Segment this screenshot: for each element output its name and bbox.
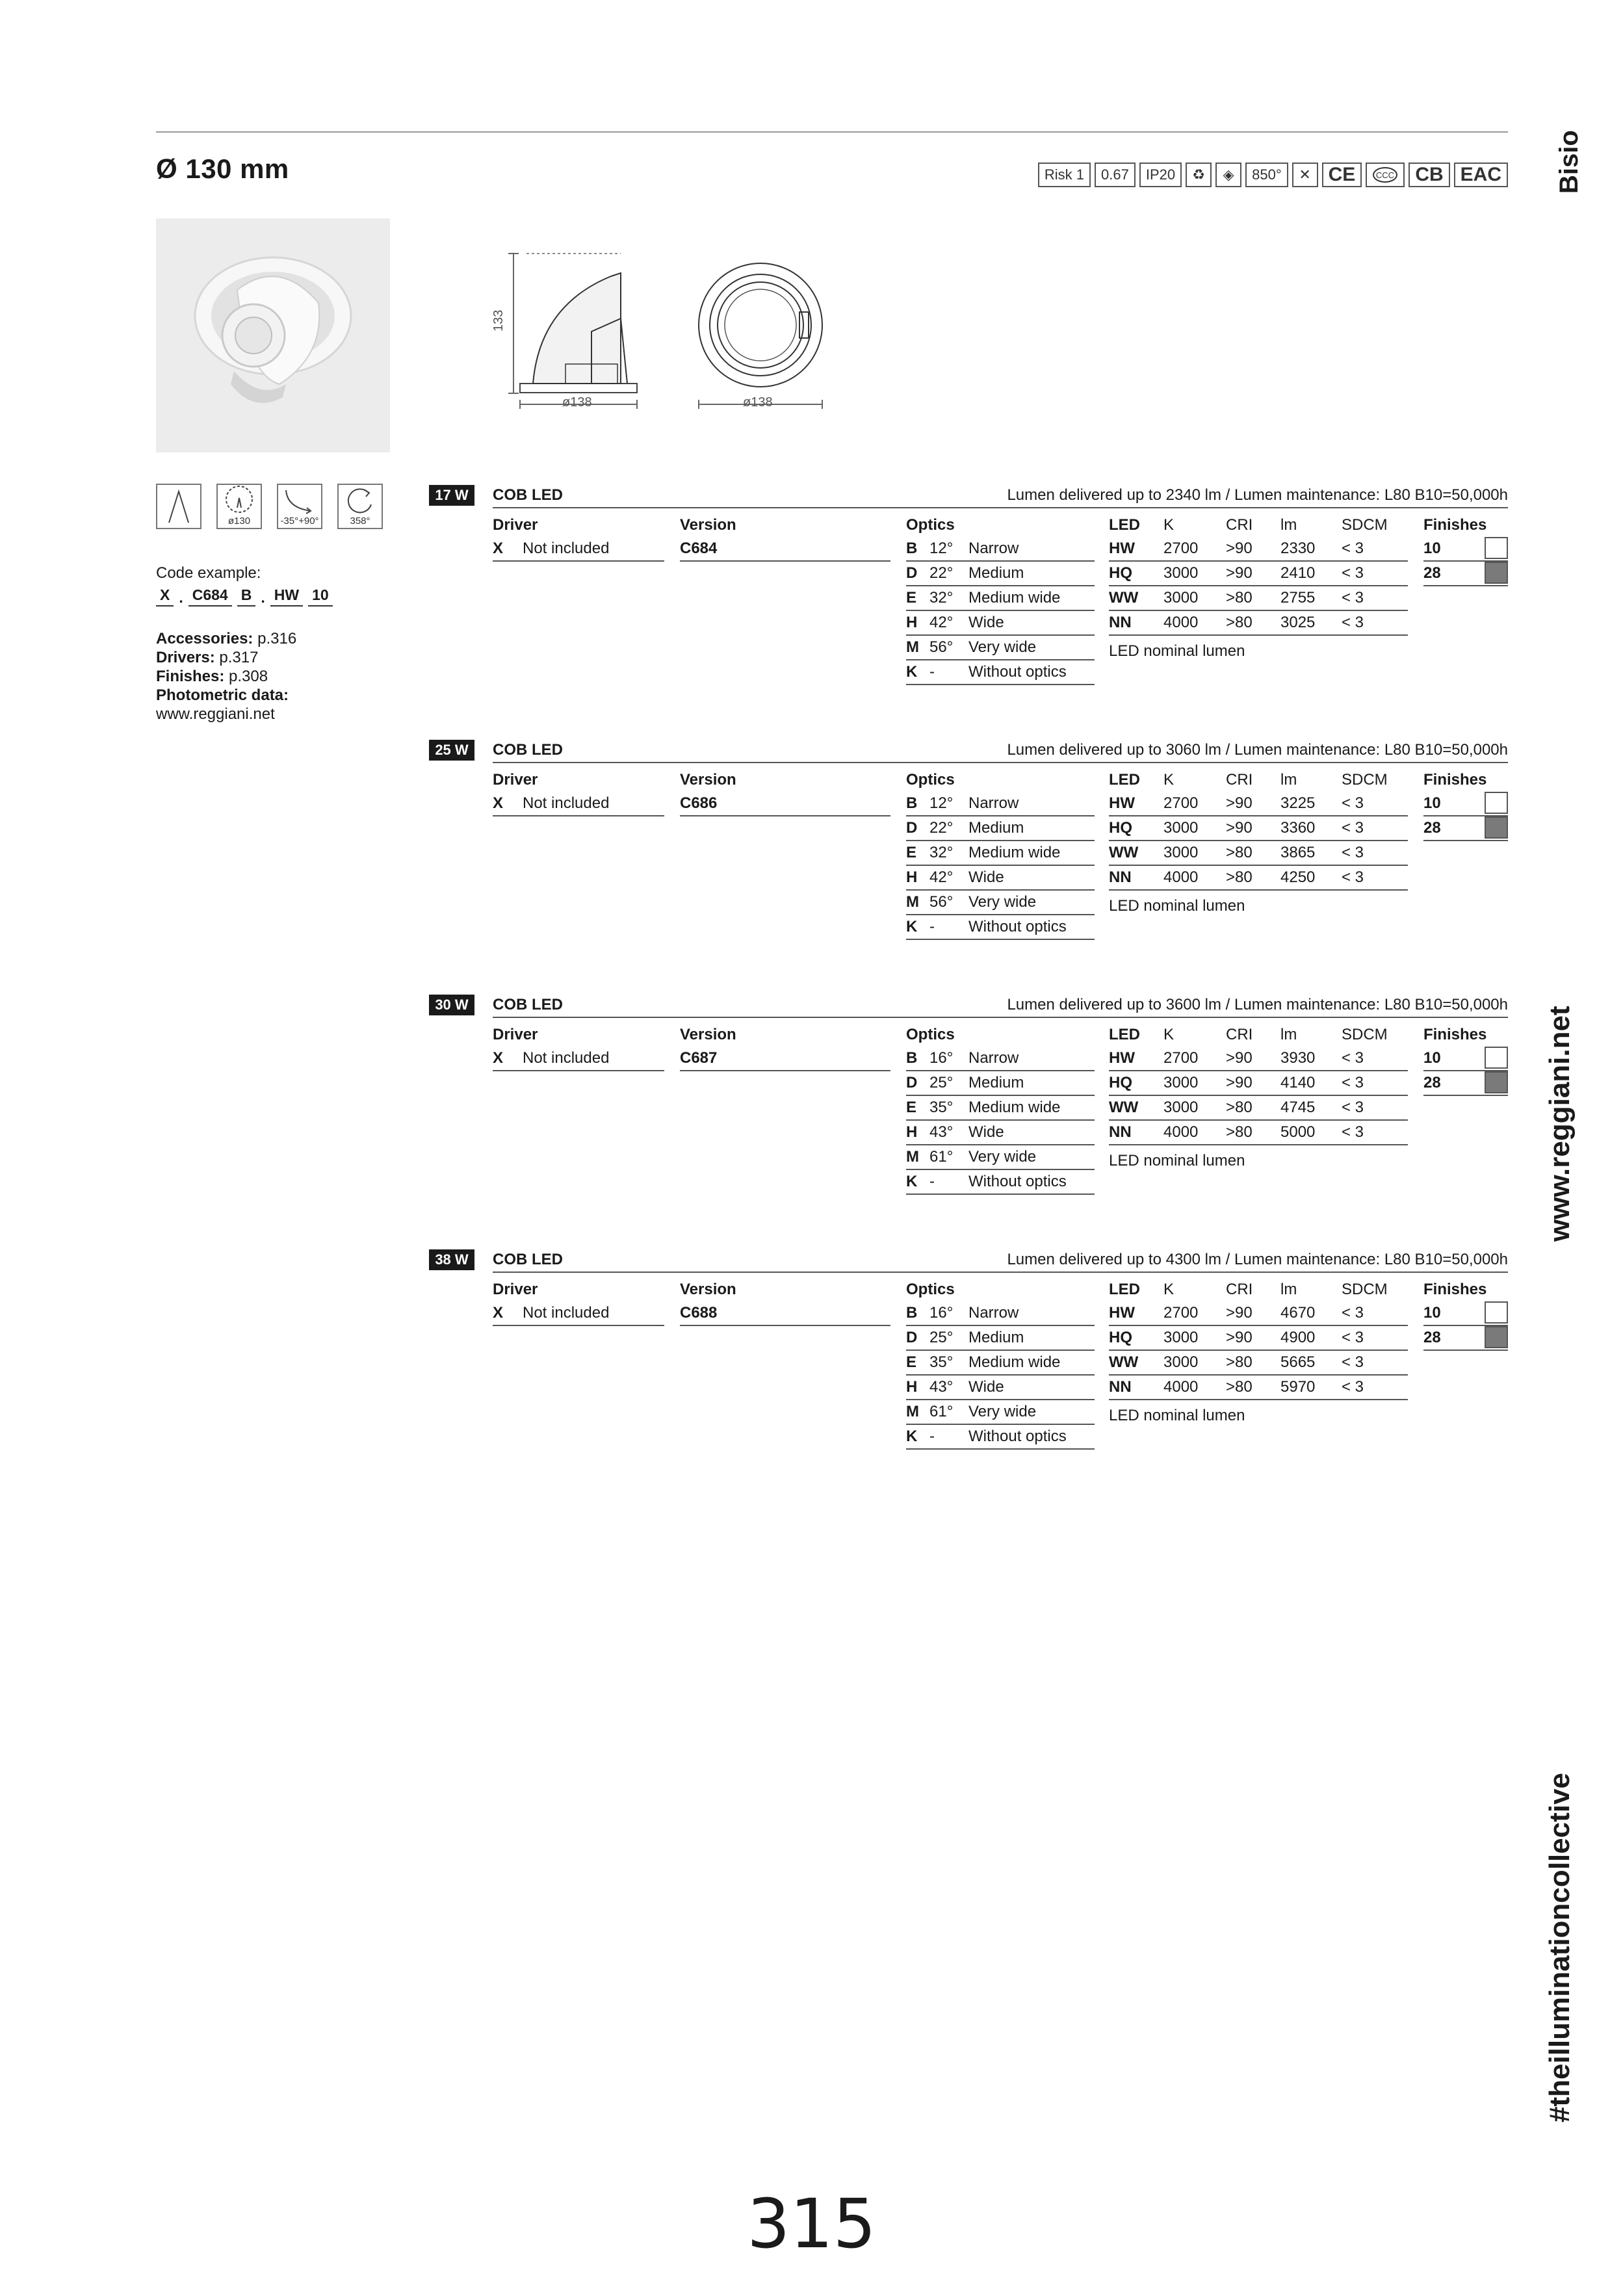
driver-column bbox=[493, 1023, 664, 1071]
ref-finishes: Finishes: p.308 bbox=[156, 668, 268, 685]
finish-swatch bbox=[1485, 562, 1508, 584]
finishes-column bbox=[1423, 514, 1508, 586]
no-cover-icon: ✕ bbox=[1292, 163, 1318, 187]
finishes-header: Finishes bbox=[1423, 771, 1487, 789]
recycle-icon: ♻ bbox=[1186, 163, 1212, 187]
product-name: Bisio bbox=[1555, 130, 1583, 194]
driver-column bbox=[493, 1278, 664, 1326]
version-header: Version bbox=[680, 516, 736, 534]
finishes-header: Finishes bbox=[1423, 1281, 1487, 1298]
led-note: LED nominal lumen bbox=[1109, 1407, 1245, 1424]
svg-text:CCC: CCC bbox=[1376, 170, 1395, 180]
wattage-block bbox=[429, 1249, 1508, 1444]
finish-row: 28 bbox=[1423, 1326, 1508, 1351]
beam-icon bbox=[156, 484, 201, 529]
optic-row: M 56° Very wide bbox=[906, 636, 1095, 660]
led-note: LED nominal lumen bbox=[1109, 897, 1245, 915]
top-diameter: ø138 bbox=[743, 395, 773, 410]
optic-row: E 32° Medium wide bbox=[906, 586, 1095, 611]
driver-row: X Not included bbox=[493, 1047, 664, 1071]
optic-row: D 22° Medium bbox=[906, 816, 1095, 841]
optic-row: E 35° Medium wide bbox=[906, 1096, 1095, 1121]
wattage-badge: 17 W bbox=[429, 485, 474, 506]
led-note: LED nominal lumen bbox=[1109, 1152, 1245, 1169]
finish-row: 28 bbox=[1423, 562, 1508, 586]
code-example bbox=[156, 586, 333, 607]
finish-swatch bbox=[1485, 816, 1508, 839]
optic-row: D 22° Medium bbox=[906, 562, 1095, 586]
cob-led-label: COB LED bbox=[493, 996, 563, 1013]
wattage-badge: 25 W bbox=[429, 740, 474, 761]
led-row: NN 4000 >80 4250 < 3 bbox=[1109, 866, 1408, 891]
version-column bbox=[680, 514, 890, 562]
cob-led-label: COB LED bbox=[493, 1251, 563, 1268]
led-row: HQ 3000 >90 4900 < 3 bbox=[1109, 1326, 1408, 1351]
wattage-badge: 30 W bbox=[429, 995, 474, 1015]
optics-header: Optics bbox=[906, 1026, 955, 1043]
optic-row: K - Without optics bbox=[906, 1425, 1095, 1450]
led-row: WW 3000 >80 4745 < 3 bbox=[1109, 1096, 1408, 1121]
header-rule bbox=[493, 1017, 1508, 1018]
driver-header: Driver bbox=[493, 771, 538, 789]
finish-row: 28 bbox=[1423, 816, 1508, 841]
page-heading: Ø 130 mm bbox=[156, 153, 289, 184]
finishes-column bbox=[1423, 1278, 1508, 1351]
optic-row: B 16° Narrow bbox=[906, 1047, 1095, 1071]
optics-header: Optics bbox=[906, 516, 955, 534]
lumen-info: Lumen delivered up to 2340 lm / Lumen maintenance: L80 B10=50,000h bbox=[1007, 486, 1508, 504]
optic-row: H 42° Wide bbox=[906, 866, 1095, 891]
optics-header: Optics bbox=[906, 771, 955, 789]
code-led: HW bbox=[270, 586, 303, 607]
finish-swatch bbox=[1485, 1047, 1508, 1069]
finishes-header: Finishes bbox=[1423, 516, 1487, 534]
optic-row: M 56° Very wide bbox=[906, 891, 1095, 915]
website-vertical: www.reggiani.net bbox=[1544, 1006, 1576, 1242]
led-header-row: LED K CRI lm SDCM bbox=[1109, 1281, 1388, 1298]
finish-row: 10 bbox=[1423, 1047, 1508, 1071]
optics-column bbox=[906, 1023, 1095, 1195]
optic-row: D 25° Medium bbox=[906, 1326, 1095, 1351]
top-rule bbox=[156, 131, 1508, 133]
version-code: C684 bbox=[680, 537, 890, 562]
cutout-icon: ø130 bbox=[216, 484, 262, 529]
driver-column bbox=[493, 768, 664, 816]
cert-risk: Risk 1 bbox=[1038, 163, 1091, 187]
certification-strip bbox=[1038, 163, 1508, 187]
cert-ip: IP20 bbox=[1139, 163, 1182, 187]
led-column bbox=[1109, 1023, 1408, 1173]
technical-drawing bbox=[494, 234, 858, 426]
eac-mark-icon: EAC bbox=[1454, 163, 1508, 187]
references bbox=[156, 629, 296, 724]
optic-row: K - Without optics bbox=[906, 915, 1095, 940]
version-header: Version bbox=[680, 1026, 736, 1043]
page-number: 315 bbox=[747, 2184, 876, 2263]
optic-row: E 35° Medium wide bbox=[906, 1351, 1095, 1376]
code-sep: . bbox=[179, 589, 183, 606]
finishes-header: Finishes bbox=[1423, 1026, 1487, 1043]
driver-row: X Not included bbox=[493, 537, 664, 562]
optic-row: M 61° Very wide bbox=[906, 1400, 1095, 1425]
led-row: WW 3000 >80 2755 < 3 bbox=[1109, 586, 1408, 611]
finish-swatch bbox=[1485, 537, 1508, 559]
ref-drivers: Drivers: p.317 bbox=[156, 649, 259, 666]
ref-photometric: Photometric data: bbox=[156, 686, 289, 704]
led-row: NN 4000 >80 5970 < 3 bbox=[1109, 1376, 1408, 1400]
led-row: HW 2700 >90 2330 < 3 bbox=[1109, 537, 1408, 562]
led-column bbox=[1109, 1278, 1408, 1428]
header-rule bbox=[493, 1272, 1508, 1273]
led-row: HQ 3000 >90 3360 < 3 bbox=[1109, 816, 1408, 841]
optic-row: E 32° Medium wide bbox=[906, 841, 1095, 866]
code-sep: . bbox=[261, 589, 265, 606]
wattage-block bbox=[429, 485, 1508, 680]
insulation-icon: ◈ bbox=[1215, 163, 1241, 187]
cert-glow-wire: 850° bbox=[1245, 163, 1288, 187]
version-code: C688 bbox=[680, 1301, 890, 1326]
led-row: HQ 3000 >90 2410 < 3 bbox=[1109, 562, 1408, 586]
lumen-info: Lumen delivered up to 3060 lm / Lumen maintenance: L80 B10=50,000h bbox=[1007, 741, 1508, 759]
wattage-block bbox=[429, 995, 1508, 1190]
optics-column bbox=[906, 1278, 1095, 1450]
optic-row: H 43° Wide bbox=[906, 1121, 1095, 1145]
finish-swatch bbox=[1485, 1071, 1508, 1093]
optic-row: M 61° Very wide bbox=[906, 1145, 1095, 1170]
optic-row: B 16° Narrow bbox=[906, 1301, 1095, 1326]
version-column bbox=[680, 1023, 890, 1071]
led-row: HW 2700 >90 3930 < 3 bbox=[1109, 1047, 1408, 1071]
cob-led-label: COB LED bbox=[493, 741, 563, 759]
driver-row: X Not included bbox=[493, 1301, 664, 1326]
version-column bbox=[680, 1278, 890, 1326]
driver-row: X Not included bbox=[493, 792, 664, 816]
version-code: C686 bbox=[680, 792, 890, 816]
led-header-row: LED K CRI lm SDCM bbox=[1109, 771, 1388, 789]
ref-accessories: Accessories: p.316 bbox=[156, 630, 297, 647]
ce-mark-icon: CE bbox=[1322, 163, 1362, 187]
code-driver: X bbox=[156, 586, 174, 607]
lumen-info: Lumen delivered up to 4300 lm / Lumen maintenance: L80 B10=50,000h bbox=[1007, 1251, 1508, 1268]
cb-mark-icon: CB bbox=[1409, 163, 1449, 187]
optic-row: D 25° Medium bbox=[906, 1071, 1095, 1096]
optic-row: B 12° Narrow bbox=[906, 792, 1095, 816]
led-row: HW 2700 >90 3225 < 3 bbox=[1109, 792, 1408, 816]
lumen-info: Lumen delivered up to 3600 lm / Lumen maintenance: L80 B10=50,000h bbox=[1007, 996, 1508, 1013]
finish-swatch bbox=[1485, 1301, 1508, 1324]
led-row: NN 4000 >80 3025 < 3 bbox=[1109, 611, 1408, 636]
code-version: C684 bbox=[188, 586, 232, 607]
code-example-label: Code example: bbox=[156, 564, 261, 582]
finishes-column bbox=[1423, 1023, 1508, 1096]
height-dimension: 133 bbox=[491, 309, 506, 332]
led-note: LED nominal lumen bbox=[1109, 642, 1245, 660]
led-row: WW 3000 >80 5665 < 3 bbox=[1109, 1351, 1408, 1376]
driver-header: Driver bbox=[493, 1281, 538, 1298]
finish-swatch bbox=[1485, 792, 1508, 814]
optic-row: H 43° Wide bbox=[906, 1376, 1095, 1400]
code-finish: 10 bbox=[308, 586, 333, 607]
product-photo bbox=[156, 218, 390, 452]
finish-swatch bbox=[1485, 1326, 1508, 1348]
led-header-row: LED K CRI lm SDCM bbox=[1109, 1026, 1388, 1043]
led-row: HQ 3000 >90 4140 < 3 bbox=[1109, 1071, 1408, 1096]
optic-row: B 12° Narrow bbox=[906, 537, 1095, 562]
finish-row: 28 bbox=[1423, 1071, 1508, 1096]
ref-website[interactable]: www.reggiani.net bbox=[156, 705, 275, 723]
led-header-row: LED K CRI lm SDCM bbox=[1109, 516, 1388, 534]
side-diameter: ø138 bbox=[562, 395, 592, 410]
optic-row: H 42° Wide bbox=[906, 611, 1095, 636]
optics-column bbox=[906, 768, 1095, 940]
finishes-column bbox=[1423, 768, 1508, 841]
led-column bbox=[1109, 768, 1408, 918]
led-row: HW 2700 >90 4670 < 3 bbox=[1109, 1301, 1408, 1326]
wattage-badge: 38 W bbox=[429, 1249, 474, 1270]
cert-weight: 0.67 bbox=[1095, 163, 1136, 187]
driver-header: Driver bbox=[493, 516, 538, 534]
header-rule bbox=[493, 507, 1508, 508]
version-column bbox=[680, 768, 890, 816]
led-column bbox=[1109, 514, 1408, 663]
optics-column bbox=[906, 514, 1095, 685]
wattage-block bbox=[429, 740, 1508, 935]
tilt-icon: -35°+90° bbox=[277, 484, 322, 529]
optics-header: Optics bbox=[906, 1281, 955, 1298]
header-rule bbox=[493, 762, 1508, 763]
version-header: Version bbox=[680, 1281, 736, 1298]
version-header: Version bbox=[680, 771, 736, 789]
driver-header: Driver bbox=[493, 1026, 538, 1043]
led-row: WW 3000 >80 3865 < 3 bbox=[1109, 841, 1408, 866]
code-optics: B bbox=[237, 586, 256, 607]
led-row: NN 4000 >80 5000 < 3 bbox=[1109, 1121, 1408, 1145]
rotation-icon: 358° bbox=[337, 484, 383, 529]
ccc-mark-icon bbox=[1366, 163, 1405, 187]
finish-row: 10 bbox=[1423, 1301, 1508, 1326]
version-code: C687 bbox=[680, 1047, 890, 1071]
optic-row: K - Without optics bbox=[906, 1170, 1095, 1195]
optic-row: K - Without optics bbox=[906, 660, 1095, 685]
hashtag-vertical: #theilluminationcollective bbox=[1544, 1773, 1576, 2122]
cob-led-label: COB LED bbox=[493, 486, 563, 504]
finish-row: 10 bbox=[1423, 792, 1508, 816]
finish-row: 10 bbox=[1423, 537, 1508, 562]
driver-column bbox=[493, 514, 664, 562]
